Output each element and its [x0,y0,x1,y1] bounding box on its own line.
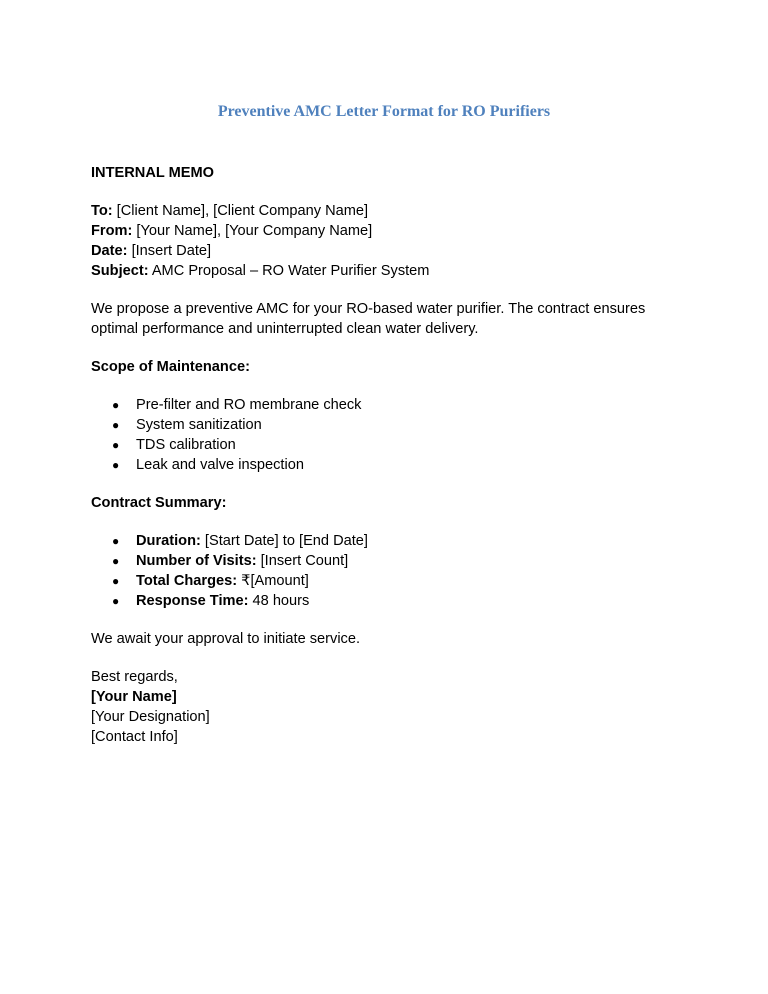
signer-designation: [Your Designation] [91,709,210,725]
intro-line-1: We propose a preventive AMC for your RO-based water purifier. The contract ensures [91,301,646,317]
to-line [91,201,691,221]
summary-label: Response Time: [136,593,249,609]
summary-value: [Start Date] to [End Date] [204,533,368,549]
list-item [91,435,691,455]
bullet-icon: ● [112,554,120,568]
list-item [91,551,691,571]
intro-paragraph [91,299,691,339]
document-title: Preventive AMC Letter Format for RO Purifiers [217,103,551,120]
memo-heading: INTERNAL MEMO [91,165,214,181]
summary-label: Total Charges: [136,573,238,589]
list-item [91,415,691,435]
from-label: From: [91,223,133,239]
summary-label: Duration: [136,533,201,549]
summary-heading: Contract Summary: [91,495,227,511]
bullet-icon: ● [112,574,120,588]
subject-label: Subject: [91,263,149,279]
summary-label: Number of Visits: [136,553,257,569]
approval-text: We await your approval to initiate service. [91,631,361,647]
list-item-text: Leak and valve inspection [136,457,304,473]
from-line [91,221,691,241]
closing-block [91,667,691,747]
memo-header [91,201,691,281]
bullet-icon: ● [112,418,120,432]
from-value: [Your Name], [Your Company Name] [136,223,373,239]
list-item [91,395,691,415]
bullet-icon: ● [112,398,120,412]
summary-value: ₹[Amount] [241,573,309,589]
date-line [91,241,691,261]
subject-line [91,261,691,281]
subject-value: AMC Proposal – RO Water Purifier System [151,263,430,279]
list-item [91,571,691,591]
bullet-icon: ● [112,438,120,452]
salutation: Best regards, [91,669,178,685]
summary-value: 48 hours [252,593,310,609]
list-item-text: System sanitization [136,417,262,433]
signer-name: [Your Name] [91,689,177,705]
list-item [91,591,691,611]
to-value: [Client Name], [Client Company Name] [116,203,369,219]
bullet-icon: ● [112,594,120,608]
scope-heading: Scope of Maintenance: [91,359,250,375]
date-value: [Insert Date] [131,243,212,259]
list-item [91,531,691,551]
list-item-text: Pre-filter and RO membrane check [136,397,362,413]
bullet-icon: ● [112,534,120,548]
scope-list [91,395,691,475]
list-item-text: TDS calibration [136,437,236,453]
to-label: To: [91,203,113,219]
summary-list [91,531,691,611]
memo-body [91,163,691,747]
intro-line-2: optimal performance and uninterrupted clean water delivery. [91,321,479,337]
signer-contact: [Contact Info] [91,729,178,745]
summary-value: [Insert Count] [260,553,349,569]
bullet-icon: ● [112,458,120,472]
list-item [91,455,691,475]
date-label: Date: [91,243,128,259]
